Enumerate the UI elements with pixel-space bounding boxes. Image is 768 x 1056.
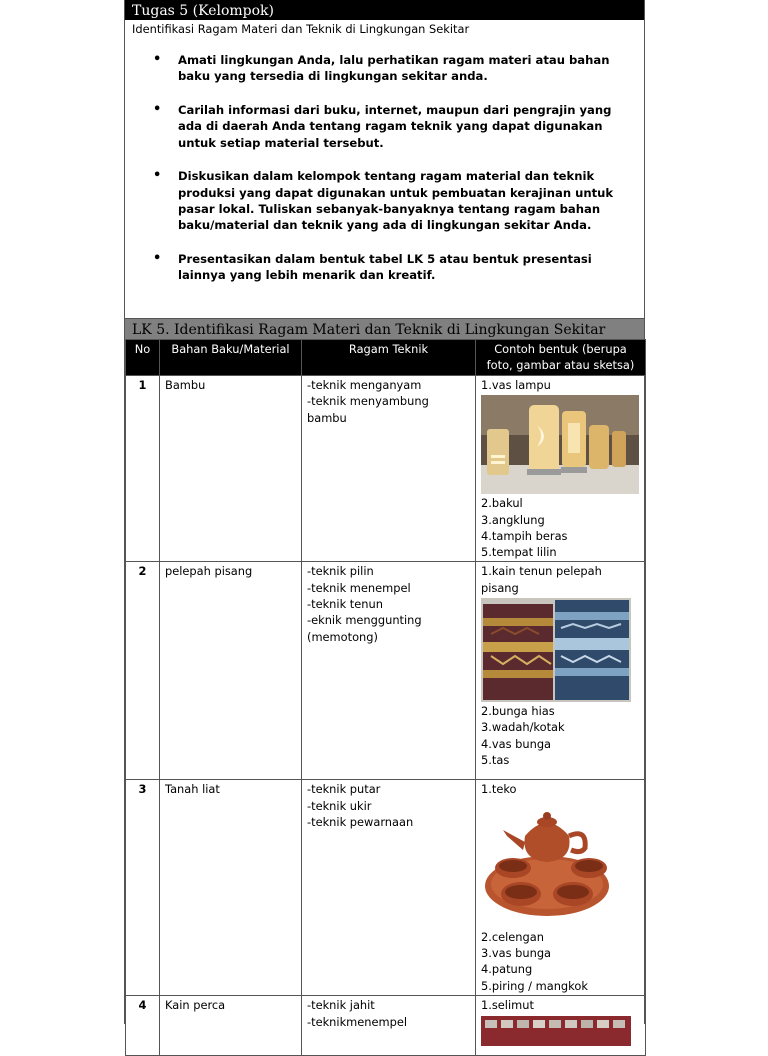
technique-cell — [302, 562, 476, 780]
technique-cell — [302, 780, 476, 996]
technique-item: -teknik menyambung bambu — [307, 394, 429, 425]
example-item: 5.tas — [481, 752, 510, 767]
example-item: 2.bunga hias — [481, 704, 555, 719]
task-subtitle: Identifikasi Ragam Materi dan Teknik di Lingkungan Sekitar — [132, 22, 470, 36]
example-item: 1.selimut — [481, 998, 534, 1013]
material-cell: pelepah pisang — [160, 562, 302, 780]
lk-title: LK 5. Identifikasi Ragam Materi dan Teknik di Lingkungan Sekitar — [132, 322, 606, 338]
example-item: 2.bakul — [481, 496, 523, 511]
worksheet-page — [124, 0, 645, 1029]
clay-teapot-photo — [481, 800, 621, 928]
technique-item: -teknik pilin — [307, 564, 374, 579]
example-item: 3.angklung — [481, 512, 545, 527]
table-row — [126, 562, 646, 780]
table-row — [126, 996, 646, 1056]
technique-item: -teknik menganyam — [307, 378, 422, 392]
task-item: • Diskusikan dalam kelompok tentang ragam material dan teknik produksi yang dapat digunakan untuk pembuatan kerajinan untuk pasar lokal. Tuliskan sebanyak-banyaknya tentang ragam bahan baku/material dan teknik yang ada di lingkungan sekitar Anda. — [125, 168, 644, 233]
example-item: 4.tampih beras — [481, 528, 568, 543]
task-title: Tugas 5 (Kelompok) — [132, 3, 275, 19]
row-number: 1 — [126, 376, 160, 562]
technique-item: -teknik pewarnaan — [307, 815, 414, 830]
col-header-example: Contoh bentuk (berupa foto, gambar atau sketsa) — [476, 340, 646, 376]
woven-cloth-photo — [481, 598, 631, 702]
technique-cell — [302, 996, 476, 1056]
technique-item: -eknik menggunting (memotong) — [307, 613, 422, 644]
example-item: 4.vas bunga — [481, 736, 552, 751]
material-cell: Bambu — [160, 376, 302, 562]
task-item: • Amati lingkungan Anda, lalu perhatikan ragam materi atau bahan baku yang tersedia di lingkungan sekitar anda. — [125, 52, 644, 85]
lk-table — [125, 339, 646, 1056]
technique-item: -teknik putar — [307, 782, 381, 797]
task-title-bar — [125, 0, 644, 20]
example-cell — [476, 780, 646, 996]
technique-item: -teknik tenun — [307, 597, 383, 612]
lk-title-bar — [125, 318, 644, 339]
example-item: 2.celengan — [481, 929, 544, 944]
example-item: 5.piring / mangkok — [481, 978, 588, 993]
example-item: 1.teko — [481, 782, 517, 797]
row-number: 2 — [126, 562, 160, 780]
technique-item: -teknik jahit — [307, 998, 375, 1013]
bamboo-lamps-photo — [481, 395, 639, 494]
col-header-technique: Ragam Teknik — [302, 340, 476, 376]
technique-item: -teknik ukir — [307, 798, 372, 813]
example-item: 3.wadah/kotak — [481, 720, 565, 735]
material-cell: Kain perca — [160, 996, 302, 1056]
task-instructions-list — [125, 52, 644, 301]
example-cell — [476, 562, 646, 780]
row-number: 4 — [126, 996, 160, 1056]
task-item: • Presentasikan dalam bentuk tabel LK 5 atau bentuk presentasi lainnya yang lebih menarik dan kreatif. — [125, 251, 644, 284]
example-cell — [476, 376, 646, 562]
technique-cell — [302, 376, 476, 562]
task-item: • Carilah informasi dari buku, internet, maupun dari pengrajin yang ada di daerah Anda tentang ragam teknik yang dapat digunakan untuk setiap material tersebut. — [125, 102, 644, 151]
col-header-material: Bahan Baku/Material — [160, 340, 302, 376]
example-item: 5.tempat lilin — [481, 545, 557, 560]
example-cell — [476, 996, 646, 1056]
example-item: 3.vas bunga — [481, 946, 552, 961]
table-row — [126, 780, 646, 996]
table-header-row — [126, 340, 646, 376]
material-cell: Tanah liat — [160, 780, 302, 996]
example-item: 1.vas lampu — [481, 378, 551, 392]
patchwork-blanket-photo — [481, 1016, 631, 1046]
example-item: 4.patung — [481, 962, 533, 977]
row-number: 3 — [126, 780, 160, 996]
technique-item: -teknikmenempel — [307, 1014, 407, 1029]
technique-item: -teknik menempel — [307, 580, 411, 595]
example-item: 1.kain tenun pelepah pisang — [481, 564, 602, 595]
col-header-no: No — [126, 340, 160, 376]
table-row — [126, 376, 646, 562]
